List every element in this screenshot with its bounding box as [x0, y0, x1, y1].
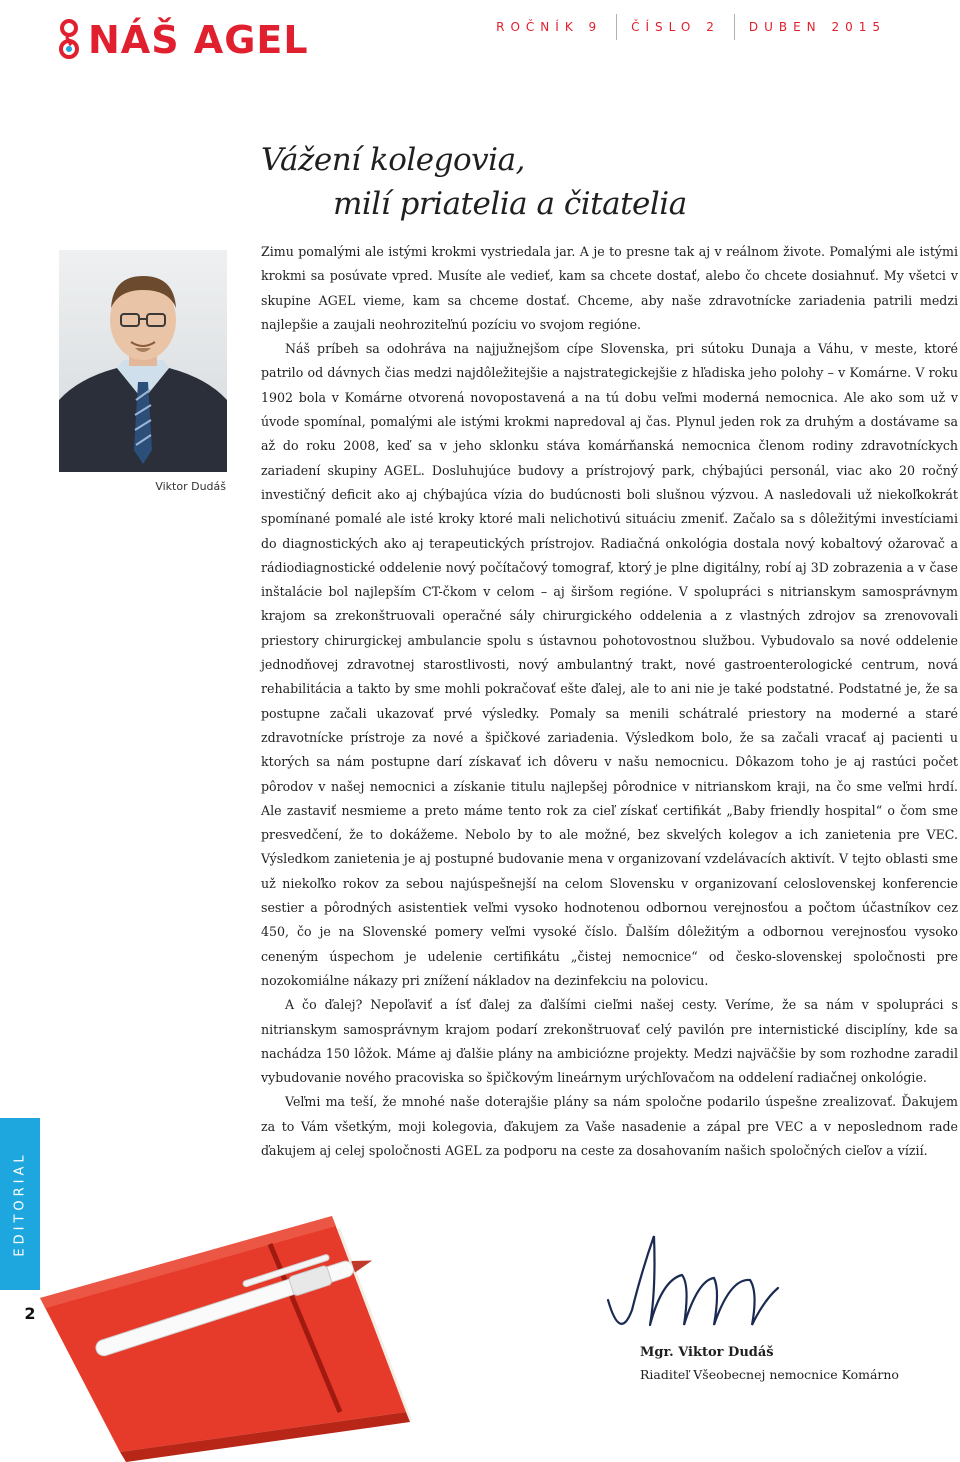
- handwritten-signature: [602, 1230, 792, 1355]
- section-label: EDITORIAL: [12, 1151, 28, 1257]
- agel-logo-icon: [58, 18, 80, 62]
- notebook-pen-illustration: [40, 1190, 422, 1462]
- article-body: [261, 240, 958, 1163]
- article-paragraph: Zimu pomalými ale istými krokmi vystriedala jar. A je to presne tak aj v reálnom živote. Pomalými ale istými krokmi sa posúvate vpred. Musíte ale vedieť, kam sa chcete dostať, alebo čo chcete dosiahnuť. My všetci v skupine AGEL vieme, kam sa chceme dostať. Chceme, aby naše zdravotnícke zariadenia patrili medzi najlepšie a zaujali neohroziteľnú pozíciu vo svojom regióne.: [261, 244, 958, 332]
- page-number: 2: [24, 1304, 36, 1323]
- signer-role: Riaditeľ Všeobecnej nemocnice Komárno: [640, 1367, 899, 1382]
- issue-year: ROČNÍK 9: [496, 20, 603, 34]
- issue-date: DUBEN 2015: [748, 20, 886, 34]
- agel-logo: [58, 18, 309, 62]
- article-paragraph: Veľmi ma teší, že mnohé naše doterajšie plány sa nám spoločne podarilo úspešne zrealizovať. Ďakujem za to Vám všetkým, moji kolegovia, ďakujem za Vaše nasadenie a zápal pre VEC a v neposlednom rade ďakujem aj celej spoločnosti AGEL za podporu na ceste za dosahovaním našich spoločných cieľov a vízií.: [261, 1094, 958, 1158]
- issue-info: [482, 14, 900, 40]
- signer-name: Mgr. Viktor Dudáš: [640, 1345, 774, 1360]
- issue-number: ČÍSLO 2: [631, 20, 720, 34]
- author-portrait: [59, 250, 227, 472]
- photo-caption: Viktor Dudáš: [155, 480, 226, 493]
- page-title-line-1: Vážení kolegovia,: [261, 142, 525, 178]
- article-paragraph: A čo ďalej? Nepoľaviť a ísť ďalej za ďalšími cieľmi našej cesty. Veríme, že sa nám v spolupráci s nitrianskym samosprávnym krajom podarí zrekonštruovať celý pavilón pre internistické disciplíny, kde sa nachádza 150 lôžok. Máme aj ďalšie plány na ambiciózne projekty. Medzi najväčšie by som rozhodne zaradil vybudovanie nového pracoviska so špičkovým lineárnym urýchľovačom na oddelení radiačnej onkológie.: [261, 997, 958, 1086]
- page-title-line-2: milí priatelia a čitatelia: [333, 186, 687, 222]
- article-paragraph: Náš príbeh sa odohráva na najjužnejšom cípe Slovenska, pri sútoku Dunaja a Váhu, v meste, ktoré patrilo od dávnych čias medzi najdôležitejšie a najstrategickejšie z hľadiska jeho polohy – v Komárne. V roku 1902 bola v Komárne otvorená novopostavená a na tú dobu veľmi moderná nemocnica. Ale ako som už v úvode spomínal, pomalými ale istými krokmi napredoval aj čas. Plynul jeden rok za druhým a dostávame sa až do roku 2008, keď sa v jeho sklonku stáva komárňanská nemocnica členom rodiny zdravotníckych zariadení skupiny AGEL. Dosluhujúce budovy a prístrojový park, chýbajúci personál, viac ako 20 ročný investičný deficit ako aj chýbajúca vízia do budúcnosti boli slušnou výzvou. A nasledovali už niekoľkokrát spomínané pomalé ale isté kroky ktoré mali nelichotivú situáciu zmeniť. Začalo sa s dôležitými investíciami do diagnostických ako aj terapeutických prístrojov. Radiačná onkológia dostala nový kobaltový ožarovač a rádiodiagnostické oddelenie nový počítačový tomograf, ktorý je plne digitálny, robí aj 3D zobrazenia a v čase inštalácie bol najlepším CT-čkom v celom – aj širšom regióne. V spolupráci s nitrianskym samosprávnym krajom sa zrekonštruovali operačné sály chirurgického oddelenia a z vlastných zdrojov sa zrenovovali priestory chirurgickej ambulancie spolu s ústavnou pohotovostnou službou. Vybudovalo sa nové oddelenie jednodňovej zdravotnej starostlivosti, nový ambulantný trakt, nové gastroenterologické centrum, nová rehabilitácia a takto by sme mohli pokračovať ešte ďalej, ale to ani nie je také podstatné. Podstatné je, že sa postupne začali ukazovať prvé výsledky. Pomaly sa menili schátralé priestory na moderné a staré zdravotnícke prístroje za nové a špičkové zariadenia. Výsledkom bolo, že sa začali vracať aj pacienti u ktorých sa nám postupne darí získavať ich dôveru v našu nemocnicu. Dôkazom toho je aj rastúci počet pôrodov v našej nemocnici a získanie titulu najlepšej pôrodnice v nitrianskom kraji, na čo sme veľmi hrdí. Ale zastaviť nesmieme a preto máme tento rok za cieľ získať certifikát „Baby friendly hospital“ o čom sme presvedčení, že to dokážeme. Nebolo by to ale možné, bez skvelých kolegov a ich zanietenia pre VEC. Výsledkom zanietenia je aj postupné budovanie mena v organizovaní vzdelávacích aktivít. V tejto oblasti sme už niekoľko rokov za sebou najúspešnejší na celom Slovensku v organizovaní celoslovenskej konferencie sestier a pôrodných asistentiek veľmi vysoko hodnotenou odbornou verejnosťou a počtom účastníkov cez 450, čo je na Slovenské pomery veľmi vysoké číslo. Ďalším dôležitým a odbornou verejnosťou vysoko ceneným úspechom je udelenie certifikátu „čistej nemocnice“ od česko-slovenskej spoločnosti pre nozokomiálne nákazy pri znížení nákladov na dezinfekciu na polovicu.: [261, 341, 958, 988]
- logo-text: NÁŠ AGEL: [88, 18, 309, 62]
